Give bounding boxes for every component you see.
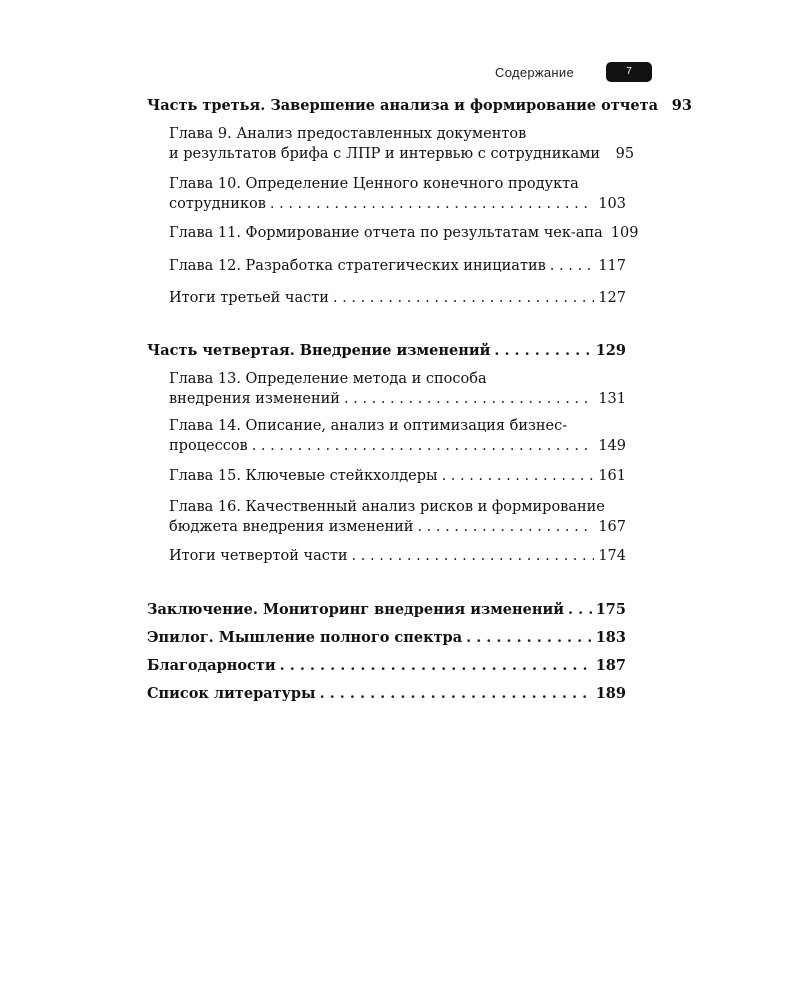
leader-dots	[344, 389, 594, 409]
page-number-badge: 7	[606, 62, 652, 82]
toc-page: 189	[595, 685, 626, 702]
toc-page: 183	[595, 629, 626, 646]
toc-title: Глава 12. Разработка стратегических инициатив	[169, 258, 546, 274]
toc-page: 93	[671, 97, 692, 114]
toc-page: 127	[598, 290, 626, 306]
toc-title: Глава 11. Формирование отчета по результатам чек-апа	[169, 225, 603, 241]
toc-chapter-15[interactable]	[169, 466, 626, 486]
toc-title: Глава 16. Качественный анализ рисков и формирование	[169, 499, 605, 515]
toc-chapter-13[interactable]	[169, 369, 626, 409]
toc-title-cont: и результатов брифа с ЛПР и интервью с сотрудниками	[169, 146, 601, 162]
toc-title: Часть третья. Завершение анализа и формирование отчета	[147, 97, 658, 114]
leader-dots	[466, 628, 592, 648]
toc-title: Глава 10. Определение Ценного конечного продукта	[169, 176, 579, 192]
toc-title: Глава 13. Определение метода и способа	[169, 371, 487, 387]
toc-title-cont: внедрения изменений	[169, 391, 340, 407]
toc-title: Итоги третьей части	[169, 290, 329, 306]
toc-page: 174	[598, 548, 626, 564]
toc-title-cont: процессов	[169, 438, 248, 454]
leader-dots	[352, 546, 595, 566]
toc-title: Итоги четвертой части	[169, 548, 348, 564]
toc-bibliography[interactable]	[147, 684, 626, 704]
toc-title: Глава 9. Анализ предоставленных документов	[169, 126, 527, 142]
toc-page: 131	[598, 391, 626, 407]
toc-chapter-10[interactable]	[169, 174, 626, 214]
section-title: Содержание	[495, 65, 574, 80]
toc-conclusion[interactable]	[147, 600, 626, 620]
toc-title-cont: сотрудников	[169, 196, 266, 212]
toc-chapter-12[interactable]	[169, 256, 626, 276]
leader-dots	[280, 656, 592, 676]
toc-title: Часть четвертая. Внедрение изменений	[147, 342, 491, 359]
toc-epilogue[interactable]	[147, 628, 626, 648]
toc-summary-part-3[interactable]	[169, 288, 626, 308]
toc-page: 187	[595, 657, 626, 674]
toc-summary-part-4[interactable]	[169, 546, 626, 566]
toc-title-cont: бюджета внедрения изменений	[169, 519, 414, 535]
toc-page: 175	[595, 601, 626, 618]
toc-title: Глава 15. Ключевые стейкхолдеры	[169, 468, 438, 484]
toc-part-4[interactable]	[147, 341, 626, 361]
leader-dots	[270, 194, 594, 214]
toc-title: Заключение. Мониторинг внедрения изменений	[147, 601, 564, 618]
leader-dots	[252, 436, 595, 456]
leader-dots	[568, 600, 592, 620]
toc-chapter-9[interactable]	[169, 124, 635, 164]
leader-dots	[442, 466, 595, 486]
toc-title: Эпилог. Мышление полного спектра	[147, 629, 463, 646]
toc-title: Глава 14. Описание, анализ и оптимизация бизнес-	[169, 418, 568, 434]
toc-chapter-14[interactable]	[169, 416, 626, 456]
leader-dots	[320, 684, 592, 704]
leader-dots	[333, 288, 594, 308]
toc-part-3[interactable]	[147, 96, 692, 116]
toc-page: 167	[598, 519, 626, 535]
toc-page: 117	[598, 258, 626, 274]
toc-page: 109	[610, 225, 639, 241]
toc-acknowledgements[interactable]	[147, 656, 626, 676]
toc-chapter-16[interactable]	[169, 497, 626, 537]
toc-page: 149	[598, 438, 626, 454]
toc-title: Благодарности	[147, 657, 276, 674]
leader-dots	[550, 256, 595, 276]
toc-title: Список литературы	[147, 685, 316, 702]
leader-dots	[417, 517, 594, 537]
leader-dots	[494, 341, 591, 361]
toc-page: 161	[598, 468, 626, 484]
toc-page: 95	[615, 146, 635, 162]
toc-page: 129	[595, 342, 626, 359]
toc-chapter-11[interactable]	[169, 223, 639, 243]
toc-page: 103	[598, 196, 626, 212]
